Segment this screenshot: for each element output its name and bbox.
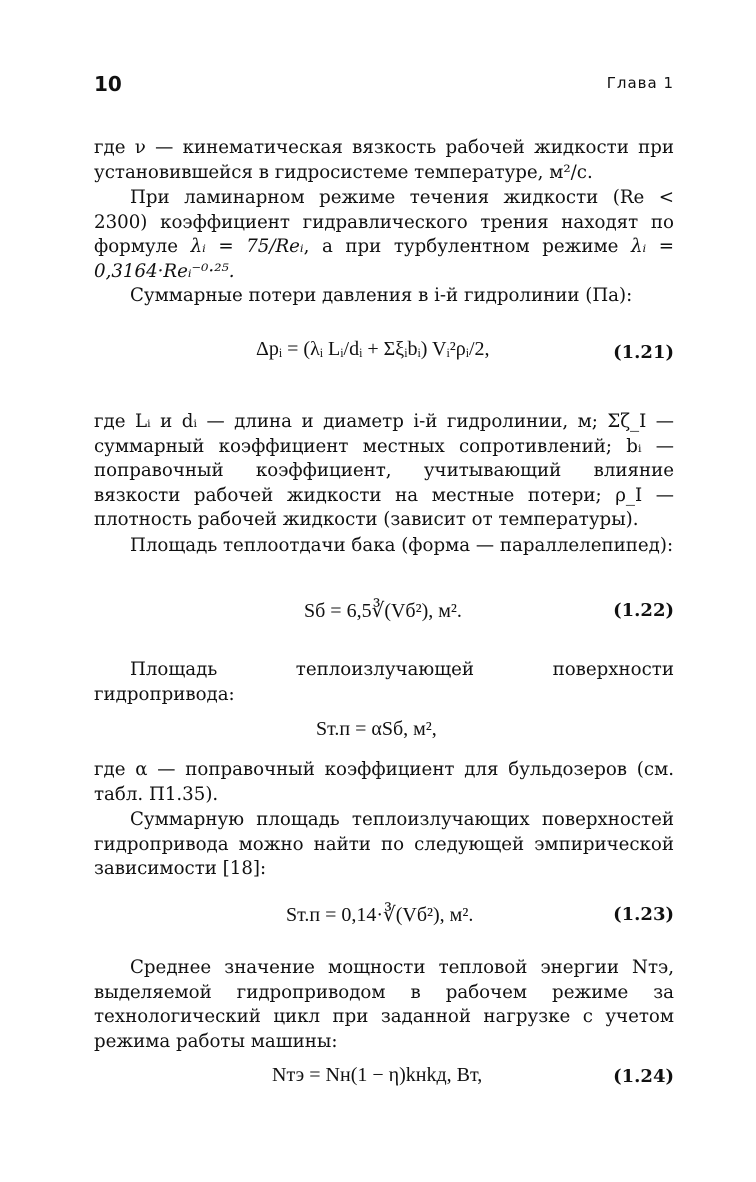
paragraph-definitions [94, 410, 674, 533]
paragraph-text: Суммарную площадь теплоизлучающих поверхностей гидропривода можно найти по следующей эмпирической зависимости [18]: [94, 809, 674, 880]
paragraph-thermal-power [94, 956, 674, 1054]
page-number: 10 [94, 72, 122, 96]
paragraph-text: При ламинарном режиме течения жидкости (Re < 2300) коэффициент гидравлического трения находят по формуле [94, 187, 674, 258]
equation-1-21 [94, 322, 674, 388]
paragraph-text: Среднее значение мощности тепловой энергии Nтэ, выделяемой гидроприводом в рабочем режиме за технологический цикл при заданной нагрузке с учетом режима работы машины: [94, 957, 674, 1052]
paragraph-radiating-area [94, 658, 674, 707]
equation-formula: Δpᵢ = (λᵢ Lᵢ/dᵢ + Σξᵢbᵢ) Vᵢ²ρᵢ/2, [256, 338, 490, 360]
equation-number: (1.21) [613, 342, 674, 363]
equation-1-23 [94, 896, 674, 936]
equation-formula: Sб = 6,5∛(Vб²), м². [304, 600, 462, 622]
paragraph-text: где ν — кинематическая вязкость рабочей жидкости при установившейся в гидросистеме температуре, м²/с. [94, 137, 674, 183]
paragraph-text: где α — поправочный коэффициент для бульдозеров (см. табл. П1.35). [94, 759, 674, 805]
equation-1-22 [94, 594, 674, 634]
equation-formula: Sт.п = 0,14·∛(Vб²), м². [286, 904, 474, 926]
paragraph-text: где Lᵢ и dᵢ — длина и диаметр i-й гидролинии, м; Σζ_I — суммарный коэффициент местных сопротивлений; bᵢ — поправочный коэффициент, учитывающий влияние вязкости рабочей жидкости на местные потери; ρ_I — плотность рабочей жидкости (зависит от температуры). [94, 411, 674, 531]
equation-number: (1.23) [613, 904, 674, 925]
equation-1-24 [94, 1060, 674, 1096]
formula-laminar: λᵢ = 75/Reᵢ [190, 236, 304, 258]
paragraph-viscosity [94, 136, 674, 185]
equation-number: (1.22) [613, 600, 674, 621]
paragraph-text: Площадь теплоизлучающей поверхности гидропривода: [94, 659, 674, 705]
paragraph-alpha [94, 758, 674, 807]
chapter-title: Глава 1 [606, 74, 674, 92]
formula-turbulent: λᵢ = 0,3164·Reᵢ⁻⁰·²⁵. [94, 236, 674, 282]
paragraph-tank-area [94, 534, 674, 559]
page-header [94, 72, 674, 102]
paragraph-text: Площадь теплоотдачи бака (форма — параллелепипед): [130, 535, 674, 556]
paragraph-friction [94, 186, 674, 284]
equation-number: (1.24) [613, 1066, 674, 1087]
paragraph-text-continued: , а при турбулентном режиме [303, 236, 631, 258]
equation-formula: Sт.п = αSб, м², [316, 718, 437, 740]
paragraph-total-area [94, 808, 674, 882]
equation-radiating-area [94, 716, 674, 752]
equation-formula: Nтэ = Nн(1 − η)kнkд, Вт, [272, 1064, 483, 1086]
paragraph-text: Суммарные потери давления в i-й гидролинии (Па): [130, 285, 633, 306]
paragraph-pressure-loss [94, 284, 674, 309]
